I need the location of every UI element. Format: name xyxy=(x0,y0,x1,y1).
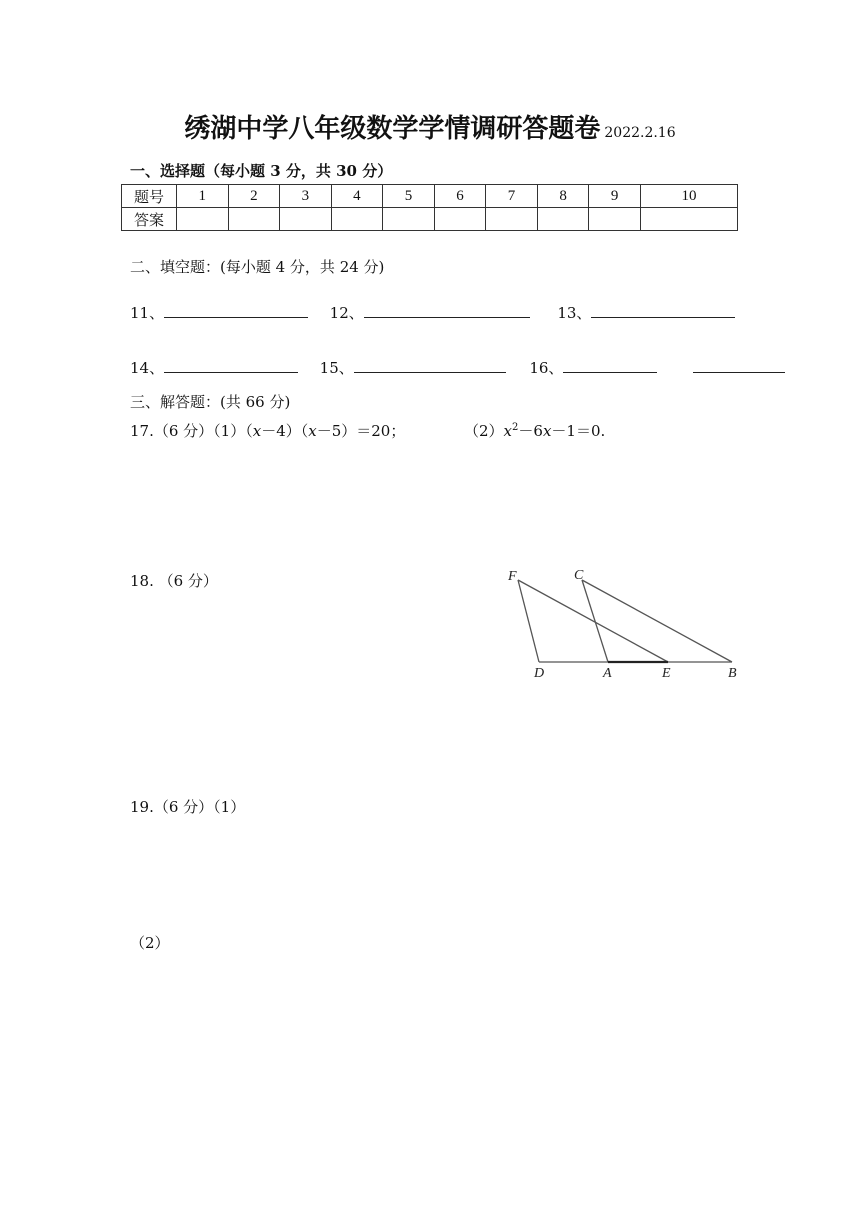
answer-cell[interactable] xyxy=(589,208,641,231)
table-header-cell: 答案 xyxy=(122,208,177,231)
section2-heading: 二、填空题：(每小题 4 分，共 24 分) xyxy=(130,258,385,276)
answer-cell[interactable] xyxy=(537,208,589,231)
table-cell: 6 xyxy=(434,185,486,208)
answer-table xyxy=(121,184,738,231)
q19-part2-label: （2） xyxy=(130,934,170,952)
table-header-cell: 题号 xyxy=(122,185,177,208)
var-x: x xyxy=(308,422,317,440)
answer-cell[interactable] xyxy=(640,208,737,231)
var-x: x xyxy=(503,422,513,440)
title-date: 2022.2.16 xyxy=(604,125,676,141)
item-label: 16、 xyxy=(529,359,564,377)
q17-text: －6 xyxy=(518,422,543,440)
q17-text: －4）（ xyxy=(261,422,309,440)
q19-label: 19.（6 分）（1） xyxy=(130,798,246,816)
table-row xyxy=(122,185,738,208)
q17-text: －5）＝20； xyxy=(316,422,406,440)
answer-cell[interactable] xyxy=(331,208,383,231)
answer-blank[interactable] xyxy=(164,303,308,318)
point-label-a: A xyxy=(603,666,612,681)
item-label: 13、 xyxy=(557,304,592,322)
table-cell: 10 xyxy=(640,185,737,208)
answer-cell[interactable] xyxy=(280,208,332,231)
exponent: 2 xyxy=(512,422,519,433)
table-cell: 5 xyxy=(383,185,435,208)
item-label: 11、 xyxy=(130,304,165,322)
q17-part1 xyxy=(130,420,405,441)
q17-part2 xyxy=(464,420,605,441)
table-cell: 7 xyxy=(486,185,538,208)
answer-blank[interactable] xyxy=(164,358,298,373)
triangle-figure xyxy=(496,560,746,685)
table-cell: 8 xyxy=(537,185,589,208)
table-cell: 1 xyxy=(177,185,229,208)
line-fe xyxy=(518,580,668,662)
answer-blank[interactable] xyxy=(354,358,506,373)
answer-cell[interactable] xyxy=(383,208,435,231)
table-cell: 3 xyxy=(280,185,332,208)
answer-cell[interactable] xyxy=(228,208,280,231)
item-label: 15、 xyxy=(319,359,354,377)
table-row xyxy=(122,208,738,231)
line-fd xyxy=(518,580,539,662)
answer-blank[interactable] xyxy=(364,303,530,318)
point-label-c: C xyxy=(574,568,584,583)
answer-blank[interactable] xyxy=(563,358,657,373)
table-cell: 9 xyxy=(589,185,641,208)
point-label-f: F xyxy=(508,569,517,584)
answer-blank[interactable] xyxy=(693,358,785,373)
q17-part2-label: （2） xyxy=(464,422,504,440)
title-text: 绣湖中学八年级数学学情调研答题卷 xyxy=(184,114,601,144)
item-label: 14、 xyxy=(130,359,165,377)
table-cell: 2 xyxy=(228,185,280,208)
var-x: x xyxy=(542,422,552,440)
var-x: x xyxy=(252,422,262,440)
point-label-e: E xyxy=(662,666,671,681)
answer-cell[interactable] xyxy=(434,208,486,231)
item-label: 12、 xyxy=(329,304,364,322)
answer-cell[interactable] xyxy=(177,208,229,231)
point-label-b: B xyxy=(728,666,737,681)
point-label-d: D xyxy=(534,666,545,681)
fill-row-2 xyxy=(130,357,785,378)
page-title xyxy=(0,108,860,145)
fill-row-1 xyxy=(130,302,735,323)
q17-text: －1＝0. xyxy=(551,422,606,440)
answer-blank[interactable] xyxy=(591,303,735,318)
q17-label: 17.（6 分）（1）（ xyxy=(130,422,253,440)
answer-cell[interactable] xyxy=(486,208,538,231)
section1-heading: 一、选择题（每小题 3 分，共 30 分） xyxy=(130,162,393,180)
table-cell: 4 xyxy=(331,185,383,208)
section3-heading: 三、解答题：(共 66 分) xyxy=(130,393,291,411)
q18-label: 18. （6 分） xyxy=(130,572,218,590)
